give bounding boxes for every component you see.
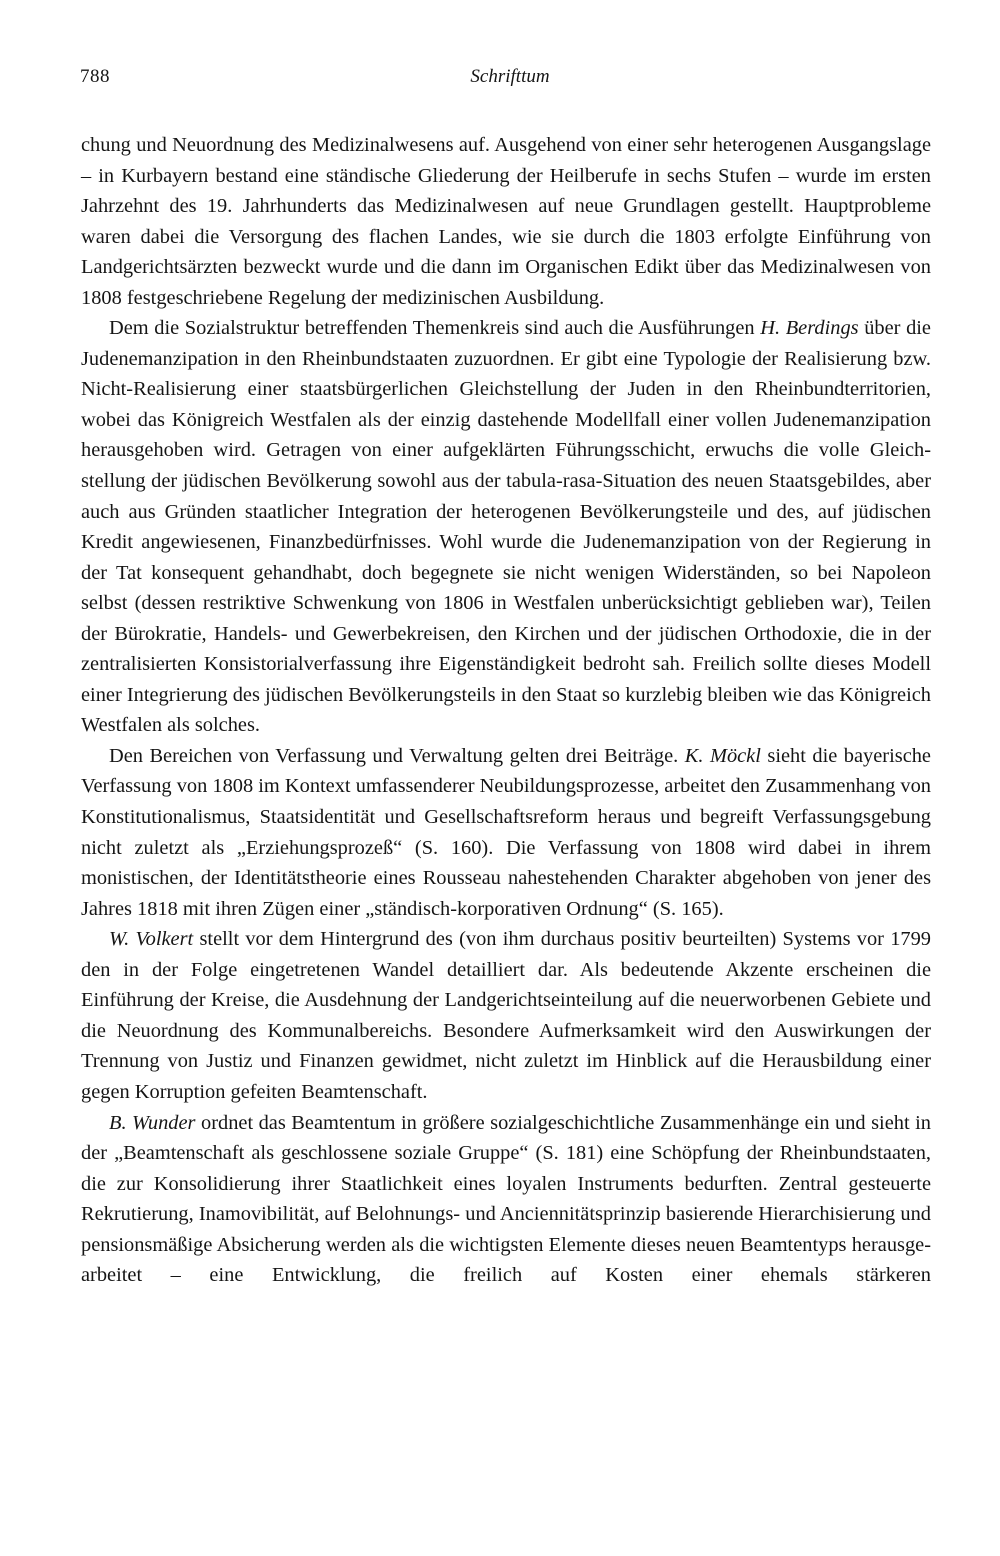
running-title: Schrifttum <box>470 66 550 87</box>
paragraph-berding <box>81 313 931 741</box>
paragraph-medizinalwesen <box>81 130 931 313</box>
paragraph-volkert <box>81 924 931 1107</box>
paragraph-moeckl <box>81 741 931 924</box>
paragraph-lead: Dem die Sozialstruktur betreffenden Themenkreis sind auch die Ausführungen <box>109 317 755 340</box>
paragraph-text: ordnet das Beamtentum in größere sozialgeschichtliche Zusammenhänge ein und sieht in der „Beamtenschaft als geschlossene soziale Gruppe“ (S. 181) eine Schöpfung der Rheinbundstaaten, die zur Konsolidierung ihrer Staatlichkeit eines loyalen Instruments bedurften. Zentral gesteuerte Rekrutierung, Inamovibilität, auf Belohnungs- und Anciennitätsprinzip basierende Hierarchisierung und pensionsmäßige Absicherung werden als die wichtigsten Elemente dieses neuen Beamtentyps herausgearbeitet – eine Entwicklung, die freilich auf Kosten einer ehemals stärkeren <box>81 1111 931 1287</box>
paragraph-wunder <box>81 1108 931 1291</box>
author-name: W. Volkert <box>109 928 194 951</box>
paragraph-text: sieht die bayerische Verfassung von 1808 im Kontext umfassenderer Neubildungsprozesse, arbeitet den Zusammenhang von Konstitutionalismus, Staatsidentität und Gesellschaftsreform heraus und begreift Verfassungsgebung nicht zuletzt als „Erziehungsprozeß“ (S. 160). Die Verfassung von 1808 wird dabei in ihrem monistischen, der Identitätstheorie eines Rousseau nahestehenden Charakter abgehoben von jener des Jahres 1818 mit ihren Zügen einer „ständisch-korporativen Ordnung“ (S. 165). <box>81 744 931 920</box>
paragraph-text: chung und Neuordnung des Medizinalwesens auf. Ausgehend von einer sehr heterogenen Ausgangslage – in Kurbayern bestand eine ständische Gliederung der Heilberufe in sechs Stufen – wurde im ersten Jahrzehnt des 19. Jahrhunderts das Medizinalwesen auf neue Grundlagen gestellt. Hauptprobleme waren dabei die Versorgung des flachen Landes, wie sie durch die 1803 erfolgte Einführung von Landgerichtsärzten bezweckt wurde und die dann im Organischen Edikt über das Medizinalwesen von 1808 festgeschriebene Regelung der medizinischen Ausbildung. <box>81 134 931 309</box>
author-name: B. Wunder <box>109 1111 196 1134</box>
paragraph-text: stellt vor dem Hintergrund des (von ihm durchaus positiv beurteilten) Systems vor 1799 den in der Folge eingetretenen Wandel detailliert dar. Als bedeutende Akzente erscheinen die Einführung der Kreise, die Ausdehnung der Landgerichtseinteilung auf die neuerworbenen Gebiete und die Neuordnung des Kommunalbereichs. Besondere Aufmerksamkeit wird den Auswirkungen der Trennung von Justiz und Finanzen gewidmet, nicht zuletzt im Hinblick auf die Herausbildung einer gegen Korruption gefeiten Beamtenschaft. <box>81 928 931 1103</box>
body-text <box>81 130 931 1291</box>
author-name: K. Möckl <box>684 744 761 767</box>
paragraph-text: über die Judenemanzipation in den Rheinbundstaaten zuzuordnen. Er gibt eine Typologie der Realisierung bzw. Nicht-Realisierung einer staatsbürgerlichen Gleichstellung der Juden in den Rheinbundterritorien, wobei das Königreich Westfalen als der einzig dastehende Modellfall einer vollen Judenemanzipation herausgehoben wird. Getragen von einer aufgeklärten Führungsschicht, erwuchs die volle Gleichstellung der jüdischen Bevölkerung sowohl aus der tabula-rasa-Situation des neuen Staatsgebildes, aber auch aus Gründen staatlicher Integration der heterogenen Bevölkerungsteile und des, auf jüdischen Kredit angewiesenen, Finanzbedürfnisses. Wohl wurde die Judenemanzipation von der Regierung in der Tat konsequent gehandhabt, doch begegnete sie nicht wenigen Widerständen, so bei Napoleon selbst (dessen restriktive Schwenkung von 1806 in Westfalen unberücksichtigt geblieben war), Teilen der Bürokratie, Handels- und Gewerbekreisen, den Kirchen und der jüdischen Orthodoxie, die in der zentralisierten Konsistorialverfassung ihre Eigenständigkeit bedroht sah. Freilich sollte dieses Modell einer Integrierung des jüdischen Bevölkerungsteils in den Staat so kurzlebig bleiben wie das Königreich Westfalen als solches. <box>81 317 931 737</box>
page-number: 788 <box>80 66 110 87</box>
author-name: H. Berdings <box>760 317 859 340</box>
paragraph-lead: Den Bereichen von Verfassung und Verwaltung gelten drei Beiträge. <box>109 744 679 767</box>
running-head <box>80 66 940 96</box>
